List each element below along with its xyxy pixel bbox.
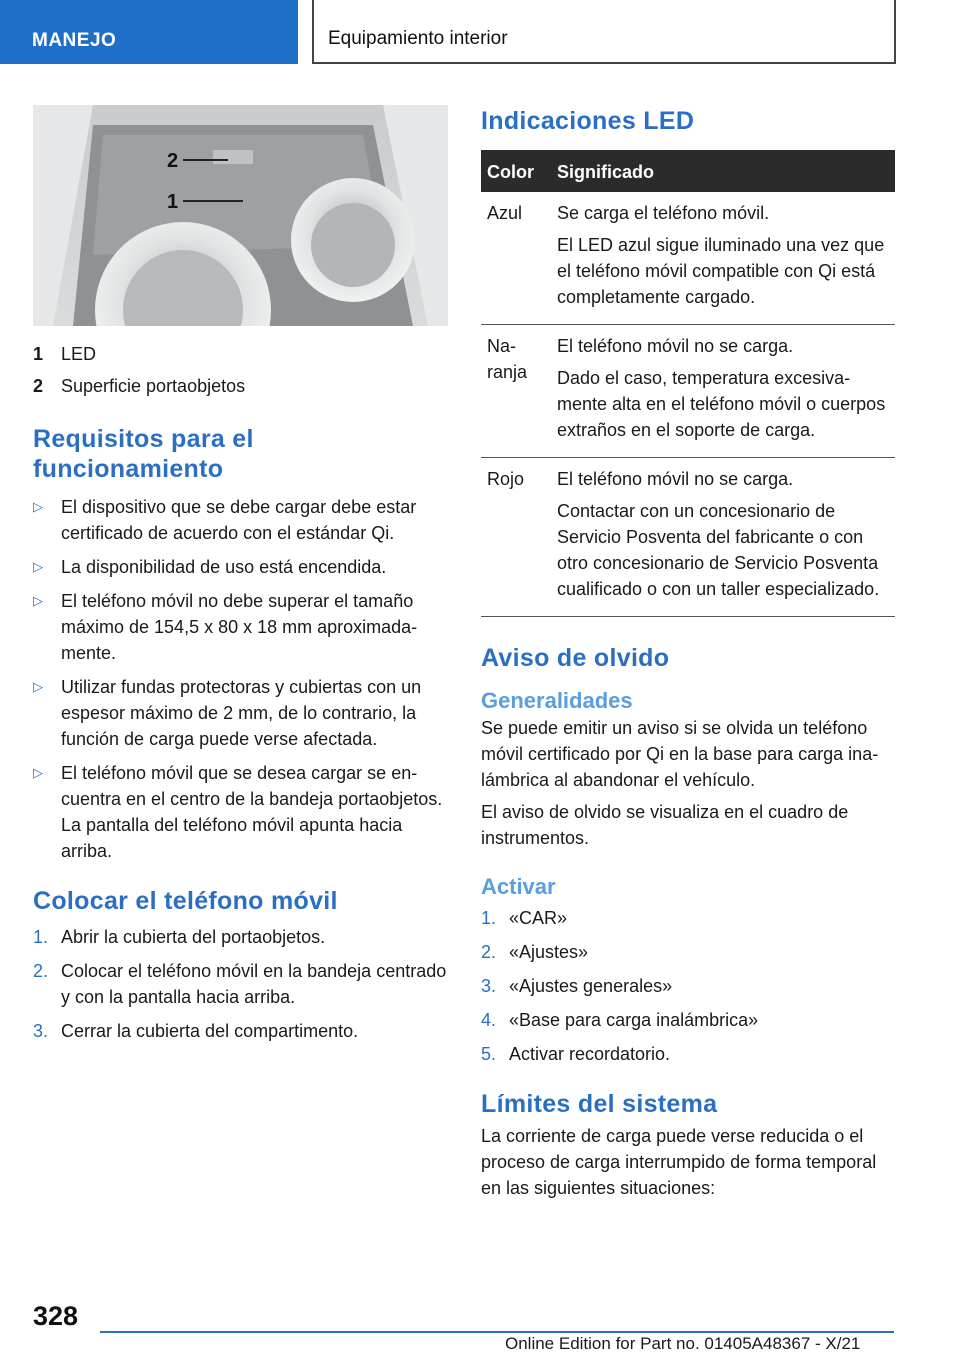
step-number: 1.: [481, 908, 497, 928]
header-color: Color: [481, 150, 551, 192]
legend-item: [33, 370, 448, 402]
list-item-text: El dispositivo que se debe cargar debe estar certificado de acuerdo con el estándar Qi.: [61, 497, 417, 543]
step-number: 2.: [33, 961, 49, 981]
header-section-label: MANEJO: [32, 30, 117, 51]
limites-paragraph: La corriente de carga puede verse reducida o el proceso de carga interrumpido de forma temporal en las siguientes situaciones:: [481, 1126, 877, 1198]
list-item-text: Utilizar fundas protectoras y cubiertas con un espesor máximo de 2 mm, de lo contrario, la función de carga puede verse afectada.: [61, 677, 422, 749]
generalidades-title: Generalidades: [481, 688, 633, 713]
step-number: 3.: [33, 1021, 49, 1041]
meaning-line: Contactar con un concesionario de Servicio Posventa del fabricante o con otro concesionario de Servicio Posventa cualificado o con un taller especializado.: [557, 501, 880, 599]
step-item: [481, 939, 895, 965]
step-text: «Base para carga inalámbrica»: [509, 1010, 759, 1030]
step-number: 2.: [481, 942, 497, 962]
triangle-bullet-icon: ▷: [33, 499, 43, 514]
aviso-paragraph-2: El aviso de olvido se visualiza en el cuadro de instrumentos.: [481, 802, 849, 848]
meaning-line: Dado el caso, temperatura excesivamente alta en el teléfono móvil o cuerpos extraños en el soporte de carga.: [557, 368, 886, 440]
cell-meaning: [551, 192, 895, 325]
step-item: [33, 958, 448, 1010]
activar-steps: [481, 905, 895, 1067]
cell-meaning: [551, 458, 895, 617]
triangle-bullet-icon: ▷: [33, 559, 43, 574]
legend-text: Superficie portaobjetos: [61, 376, 246, 396]
legend-number: 1: [33, 344, 44, 364]
colocar-steps: [33, 924, 448, 1044]
triangle-bullet-icon: ▷: [33, 765, 43, 780]
aviso-paragraph-1: Se puede emitir un aviso si se olvida un teléfono móvil certificado por Qi en la base para carga inalámbrica al abandonar el vehículo.: [481, 718, 879, 790]
step-number: 4.: [481, 1010, 497, 1030]
callout-2: 2: [167, 150, 179, 172]
list-item-text: La disponibilidad de uso está encendida.: [61, 557, 387, 577]
footer-divider: [100, 1331, 894, 1333]
header-meaning: Significado: [551, 150, 895, 192]
right-column: [481, 100, 895, 1207]
cell-color: Rojo: [481, 458, 551, 617]
limites-title: Límites del sistema: [481, 1090, 718, 1118]
list-item: [33, 760, 448, 864]
footer-edition: Online Edition for Part no. 01405A48367 - X/21: [505, 1334, 861, 1353]
cupholder-photo: [33, 105, 448, 326]
list-item-text: El teléfono móvil que se desea cargar se encuentra en el centro de la bandeja portaobjetos. La pantalla del teléfono móvil apunta hacia arriba.: [61, 763, 443, 861]
step-item: [33, 924, 448, 950]
list-item: [33, 554, 448, 580]
step-item: [33, 1018, 448, 1044]
triangle-bullet-icon: ▷: [33, 679, 43, 694]
activar-title: Activar: [481, 874, 556, 899]
header-chapter-label: Equipamiento interior: [328, 28, 508, 49]
meaning-line: El teléfono móvil no se carga.: [557, 336, 794, 356]
table-row: [481, 192, 895, 325]
list-item: [33, 494, 448, 546]
led-table: [481, 150, 895, 617]
left-column: [33, 105, 448, 1052]
led-title: Indicaciones LED: [481, 107, 695, 135]
legend-number: 2: [33, 376, 44, 396]
step-number: 3.: [481, 976, 497, 996]
callout-1: 1: [167, 191, 179, 213]
step-item: [481, 973, 895, 999]
step-text: Activar recordatorio.: [509, 1044, 671, 1064]
table-header-row: [481, 150, 895, 192]
header-chapter: [312, 0, 896, 64]
step-number: 5.: [481, 1044, 497, 1064]
step-item: [481, 1007, 895, 1033]
aviso-title: Aviso de olvido: [481, 644, 670, 672]
step-item: [481, 1041, 895, 1067]
cell-color: Azul: [481, 192, 551, 325]
cell-color: Naranja: [481, 325, 551, 458]
cell-meaning: [551, 325, 895, 458]
step-text: Colocar el teléfono móvil en la bandeja centrado y con la pantalla hacia arriba.: [61, 961, 447, 1007]
colocar-title: Colocar el teléfono móvil: [33, 887, 338, 915]
step-text: «Ajustes»: [509, 942, 589, 962]
requisitos-title: Requisitos para el funcionamiento: [33, 425, 254, 483]
page-number: 328: [33, 1301, 79, 1331]
header-section: [0, 0, 298, 64]
step-text: «CAR»: [509, 908, 568, 928]
meaning-line: Se carga el teléfono móvil.: [557, 203, 770, 223]
table-row: [481, 325, 895, 458]
table-row: [481, 458, 895, 617]
step-number: 1.: [33, 927, 49, 947]
step-item: [481, 905, 895, 931]
meaning-line: El teléfono móvil no se carga.: [557, 469, 794, 489]
legend-item: [33, 338, 448, 370]
list-item-text: El teléfono móvil no debe superar el tamaño máximo de 154,5 x 80 x 18 mm aproximadamente.: [61, 591, 418, 663]
step-text: Cerrar la cubierta del compartimento.: [61, 1021, 359, 1041]
list-item: [33, 588, 448, 666]
meaning-line: El LED azul sigue iluminado una vez que el teléfono móvil compatible con Qi está completamente cargado.: [557, 235, 885, 307]
triangle-bullet-icon: ▷: [33, 593, 43, 608]
requisitos-list: [33, 494, 448, 864]
list-item: [33, 674, 448, 752]
step-text: «Ajustes generales»: [509, 976, 673, 996]
legend-text: LED: [61, 344, 97, 364]
step-text: Abrir la cubierta del portaobjetos.: [61, 927, 326, 947]
figure-legend: [33, 338, 448, 402]
